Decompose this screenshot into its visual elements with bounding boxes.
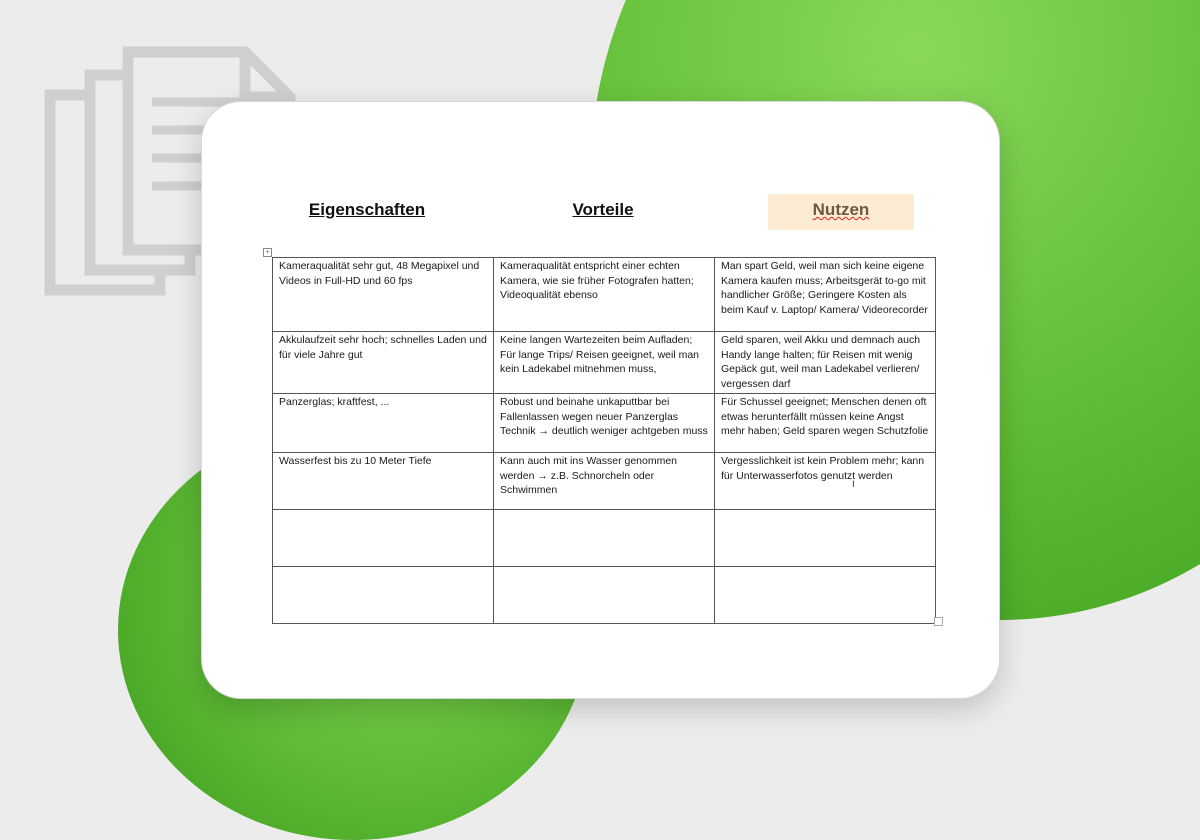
cell-vorteile[interactable]: Keine langen Wartezeiten beim Aufladen; Für lange Trips/ Reisen geeignet, weil man kein Ladekabel mitnehmen muss,: [494, 332, 715, 394]
cell-vorteile[interactable]: [494, 567, 715, 624]
cell-eigenschaften[interactable]: Kameraqualität sehr gut, 48 Megapixel und Videos in Full-HD und 60 fps: [273, 258, 494, 332]
cell-nutzen[interactable]: Für Schussel geeignet; Menschen denen oft etwas herunterfällt müssen keine Angst mehr haben; Geld sparen wegen Schutzfolie: [715, 394, 936, 453]
table-row: [273, 394, 936, 453]
cell-eigenschaften[interactable]: Akkulaufzeit sehr hoch; schnelles Laden und für viele Jahre gut: [273, 332, 494, 394]
cell-nutzen[interactable]: Man spart Geld, weil man sich keine eigene Kamera kaufen muss; Arbeitsgerät to-go mit handlicher Größe; Geringere Kosten als beim Kauf v. Laptop/ Kamera/ Videorecorder: [715, 258, 936, 332]
cell-eigenschaften[interactable]: [273, 567, 494, 624]
move-handle-icon[interactable]: +: [263, 248, 272, 257]
cell-nutzen[interactable]: Vergesslichkeit ist kein Problem mehr; kann für Unterwasserfotos genutzt werden: [715, 453, 936, 510]
table-row: [273, 567, 936, 624]
heading-vorteile: Vorteile: [572, 200, 634, 219]
table-row: [273, 453, 936, 510]
cell-vorteile[interactable]: Robust und beinahe unkaputtbar bei Fallenlassen wegen neuer Panzerglas Technik → deutlich weniger achtgeben muss: [494, 394, 715, 453]
table-row: [273, 510, 936, 567]
cell-nutzen[interactable]: [715, 510, 936, 567]
cell-eigenschaften[interactable]: Wasserfest bis zu 10 Meter Tiefe: [273, 453, 494, 510]
resize-handle-icon[interactable]: [934, 617, 943, 626]
cell-nutzen[interactable]: [715, 567, 936, 624]
heading-eigenschaften: Eigenschaften: [308, 200, 426, 219]
cell-eigenschaften[interactable]: Panzerglas; kraftfest, ...: [273, 394, 494, 453]
table-row: [273, 332, 936, 394]
cell-vorteile[interactable]: Kann auch mit ins Wasser genommen werden → z.B. Schnorcheln oder Schwimmen: [494, 453, 715, 510]
heading-nutzen: Nutzen: [812, 200, 870, 219]
cell-eigenschaften[interactable]: [273, 510, 494, 567]
cell-vorteile[interactable]: Kameraqualität entspricht einer echten Kamera, wie sie früher Fotografen hatten; Videoqualität ebenso: [494, 258, 715, 332]
cell-vorteile[interactable]: [494, 510, 715, 567]
document-card: [201, 101, 1000, 699]
cell-nutzen[interactable]: Geld sparen, weil Akku und demnach auch Handy lange halten; für Reisen mit wenig Gepäck gut, weil man Ladekabel verlieren/ vergessen darf: [715, 332, 936, 394]
comparison-table: [272, 257, 936, 624]
table-row: [273, 258, 936, 332]
text-cursor-icon: I: [852, 480, 855, 490]
